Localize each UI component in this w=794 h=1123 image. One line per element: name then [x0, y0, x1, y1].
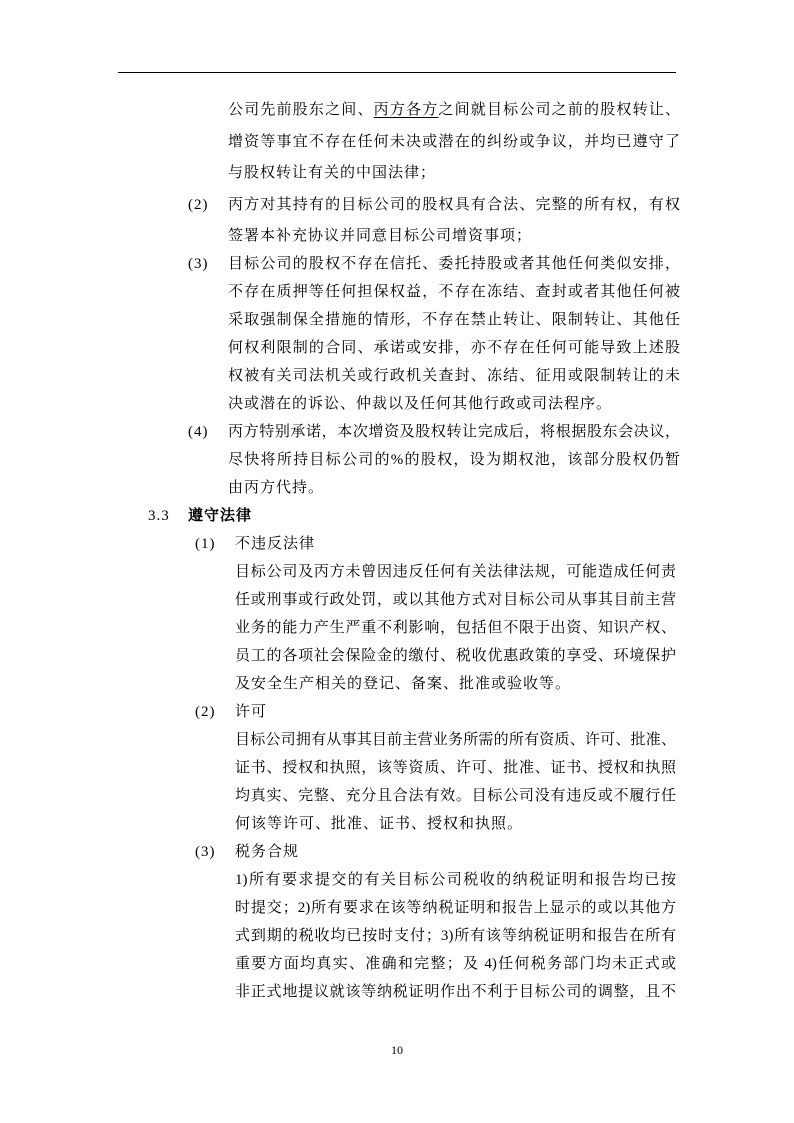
body-line: 及安全生产相关的登记、备案、批准或验收等。	[235, 676, 572, 692]
body-line: 任或刑事或行政处罚，或以其他方式对目标公司从事其目前主营	[235, 592, 676, 608]
item-label: (2)	[188, 197, 209, 213]
body-line: 签署本补充协议并同意目标公司增资事项；	[228, 228, 533, 244]
body-line: 由丙方代持。	[228, 480, 325, 496]
body-line: 何该等许可、批准、证书、授权和执照。	[235, 816, 524, 832]
subsection-label: (1)	[195, 536, 216, 552]
body-line: 何权利限制的合同、承诺或安排，亦不存在任何可能导致上述股	[228, 340, 680, 356]
body-line: 目标公司拥有从事其目前主营业务所需的所有资质、许可、批准、	[235, 732, 676, 748]
page-number: 10	[391, 1043, 403, 1057]
body-line: 时提交；2)所有要求在该等纳税证明和报告上显示的或以其他方	[235, 900, 676, 916]
subsection-label: (2)	[195, 704, 216, 720]
text-segment: 之间就目标公司之前的股权转让、	[438, 102, 680, 118]
body-line: 业务的能力产生严重不利影响，包括但不限于出资、知识产权、	[235, 620, 676, 636]
body-line: 非正式地提议就该等纳税证明作出不利于目标公司的调整，且不	[235, 984, 676, 1000]
section-number: 3.3	[148, 508, 170, 524]
body-line: 尽快将所持目标公司的%的股权，设为期权池，该部分股权仍暂	[228, 452, 680, 468]
body-line: 重要方面均真实、准确和完整；及 4)任何税务部门均未正式或	[235, 956, 676, 972]
body-line: 目标公司的股权不存在信托、委托持股或者其他任何类似安排，	[228, 256, 680, 272]
subsection-title: 不违反法律	[235, 536, 316, 552]
text-segment: 公司先前股东之间、	[228, 102, 374, 118]
body-line: 证书、授权和执照，该等资质、许可、批准、证书、授权和执照	[235, 760, 676, 776]
header-rule	[118, 72, 676, 73]
body-line: 式到期的税收均已按时支付；3)所有该等纳税证明和报告在所有	[235, 928, 676, 944]
body-line: 1)所有要求提交的有关目标公司税收的纳税证明和报告均已按	[235, 872, 676, 888]
body-line: 采取强制保全措施的情形，不存在禁止转让、限制转让、其他任	[228, 312, 680, 328]
body-line: 权被有关司法机关或行政机关查封、冻结、征用或限制转让的未	[228, 368, 680, 384]
item-label: (4)	[188, 424, 209, 440]
subsection-title: 许可	[235, 704, 268, 720]
body-line: 目标公司及丙方未曾因违反任何有关法律法规，可能造成任何责	[235, 564, 676, 580]
body-line: 决或潜在的诉讼、仲裁以及任何其他行政或司法程序。	[228, 396, 613, 412]
subsection-title: 税务合规	[235, 844, 300, 860]
section-title: 遵守法律	[188, 508, 253, 524]
body-line: 增资等事宜不存在任何未决或潜在的纠纷或争议，并均已遵守了	[228, 134, 680, 150]
item-label: (3)	[188, 256, 209, 272]
body-line: 均真实、完整、充分且合法有效。目标公司没有违反或不履行任	[235, 788, 676, 804]
underlined-text: 丙方各方	[373, 102, 439, 118]
body-line: 不存在质押等任何担保权益，不存在冻结、查封或者其他任何被	[228, 284, 680, 300]
body-line: 与股权转让有关的中国法律；	[228, 165, 437, 181]
body-line: 员工的各项社会保险金的缴付、税收优惠政策的享受、环境保护	[235, 648, 676, 664]
body-line: 丙方对其持有的目标公司的股权具有合法、完整的所有权，有权	[228, 197, 680, 213]
body-line	[228, 100, 680, 120]
subsection-label: (3)	[195, 844, 216, 860]
body-line: 丙方特别承诺，本次增资及股权转让完成后，将根据股东会决议，	[228, 424, 680, 440]
